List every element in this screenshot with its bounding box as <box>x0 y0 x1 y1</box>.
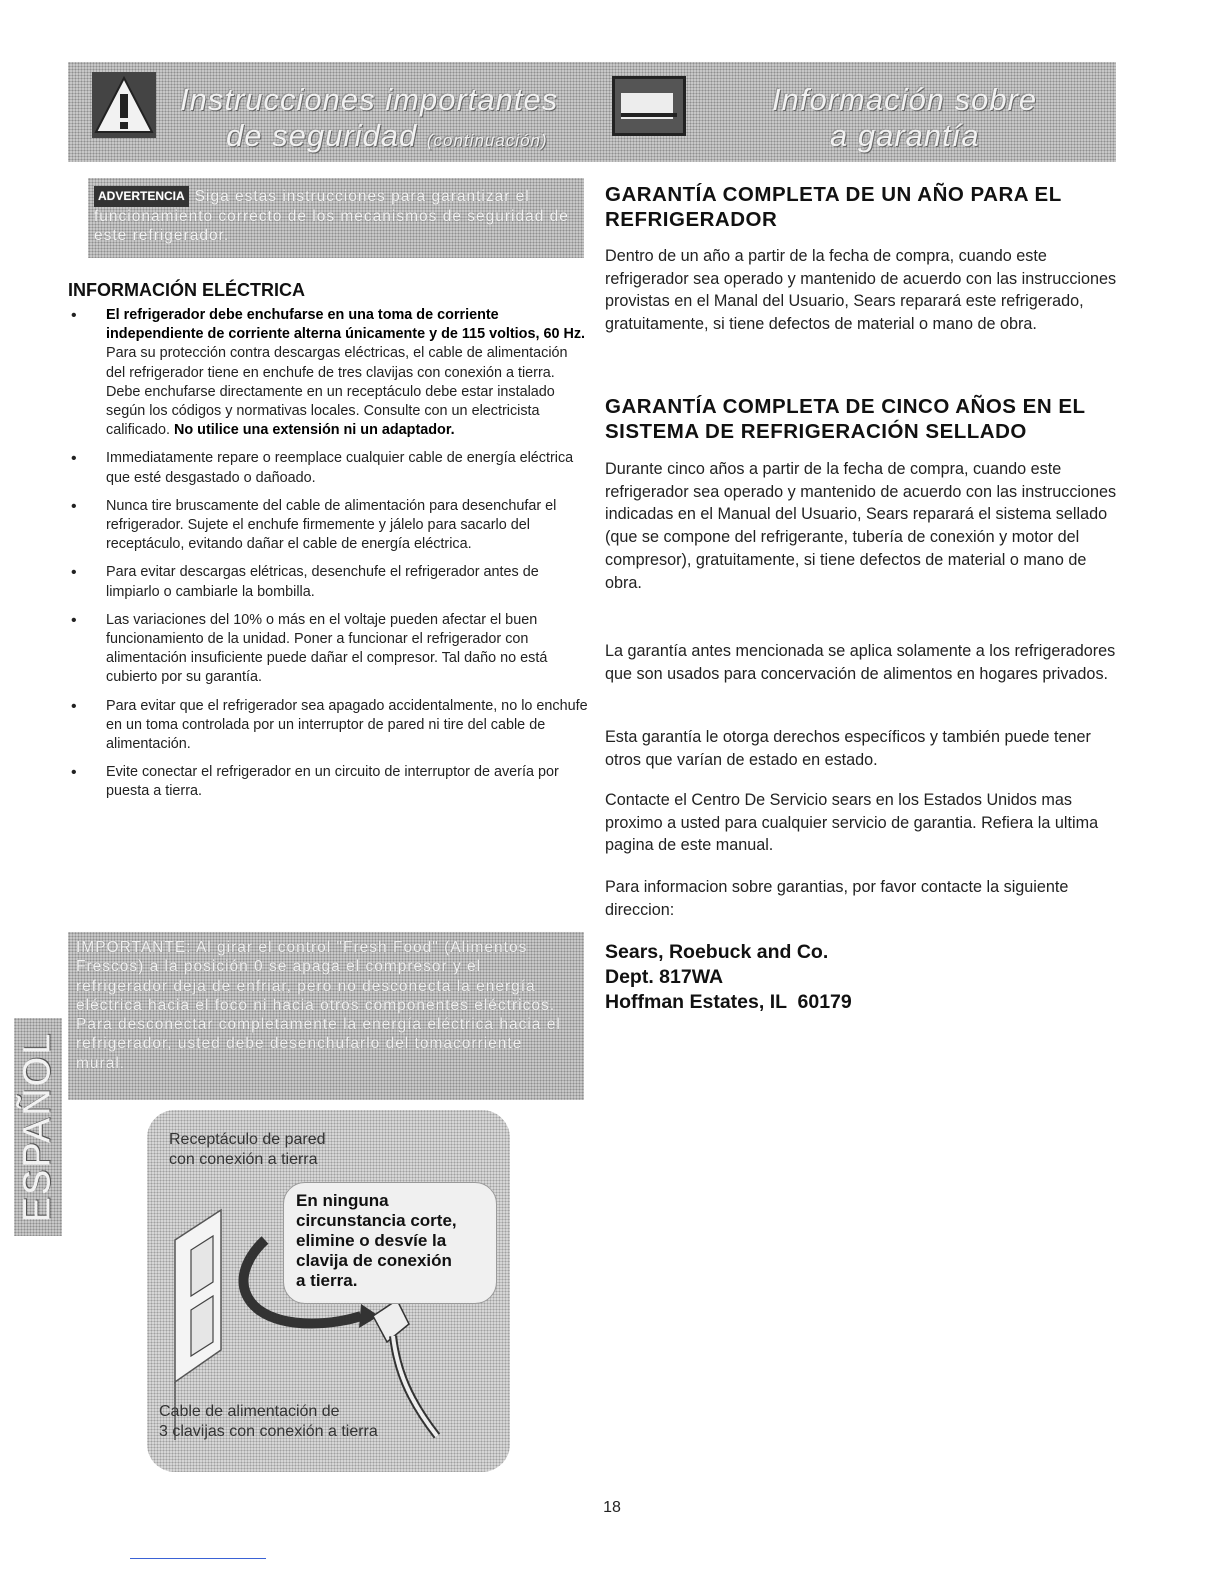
warning-triangle-icon <box>92 72 156 138</box>
footer-rule <box>130 1558 266 1559</box>
warranty-heading-2: GARANTÍA COMPLETA DE CINCO AÑOS EN EL SISTEMA DE REFRIGERACIÓN SELLADO <box>605 395 1086 443</box>
item1-text: Para su protección contra descargas eléctricas, el cable de alimentación del refrigerador tiene en enchufe de tres clavijas con conexión a tierra. Debe enchufarse directamente en un receptáculo debe estar instalado según los códigos y normativas locales. Consulte con un electricista calificado. <box>106 345 568 439</box>
caption-bottom-line2: 3 clavijas con conexión a tierra <box>159 1423 378 1440</box>
page-number: 18 <box>603 1499 621 1516</box>
warranty-paragraph-6: Para informacion sobre garantias, por favor contacte la siguiente direccion: <box>605 878 1069 919</box>
warning-box <box>88 178 584 258</box>
warning-text: Siga estas instrucciones para garantizar el funcionamiento correcto de los mecanismos de seguridad de este refrigerador. <box>94 188 569 244</box>
plug-shape <box>373 1300 409 1342</box>
header-left-title <box>180 82 558 159</box>
address-line1: Sears, Roebuck and Co. <box>605 941 829 963</box>
list-item: • Nunca tire bruscamente del cable de alimentación para desenchufar el refrigerador. Sujete el enchufe firmemente y jálelo para sacarlo del receptáculo, evitando dañar el cable de energía eléctrica. <box>68 497 588 555</box>
callout-line3: elimine o desvíe la <box>296 1231 447 1250</box>
list-item <box>68 306 588 440</box>
sears-address <box>605 940 852 1015</box>
header-left-title-line1: Instrucciones importantes <box>180 82 559 117</box>
header-left-title-line2: de seguridad <box>226 118 418 153</box>
list-item: • Para evitar que el refrigerador sea apagado accidentalmente, no lo enchufe en un toma controlada por un interruptor de pared ni tire del cable de alimentación. <box>68 697 588 755</box>
side-tab-label: ESPAÑOL <box>16 1031 59 1223</box>
caption-top-line2: con conexión a tierra <box>169 1151 318 1168</box>
callout-line1: En ninguna <box>296 1191 389 1210</box>
list-item: • Para evitar descargas elétricas, desenchufe el refrigerador antes de limpiarlo o cambiarle la bombilla. <box>68 563 588 601</box>
address-line2: Dept. 817WA <box>605 966 724 988</box>
warranty-paragraph-2: Durante cinco años a partir de la fecha de compra, cuando este refrigerador sea operado y mantenido de acuerdo con las instrucciones indicadas en el Manual del Usuario, Sears reparará el sistema sellado (que se compone del refrigerante, tubería de conexión y motor del compresor), gratuitamente, si tiene defectos de material o mano de obra. <box>605 460 1117 592</box>
caption-top <box>169 1130 326 1170</box>
header-right-title-line2: a garantía <box>830 118 980 153</box>
callout-line5: a tierra. <box>296 1271 358 1290</box>
truck-icon <box>612 76 686 136</box>
caption-top-line1: Receptáculo de pared <box>169 1131 326 1148</box>
address-line3: Hoffman Estates, IL 60179 <box>605 991 852 1013</box>
item1-bold: El refrigerador debe enchufarse en una toma de corriente independiente de corriente alterna únicamente y de 115 voltios, 60 Hz. <box>106 307 586 343</box>
warranty-paragraph-4: Esta garantía le otorga derechos específicos y también puede tener otros que varían de estado en estado. <box>605 728 1091 769</box>
cord-shape <box>393 1336 437 1436</box>
callout-box <box>283 1182 497 1304</box>
header-left-title-sub: (continuación) <box>426 131 548 150</box>
electrical-list <box>68 306 588 811</box>
caption-bottom <box>159 1402 378 1442</box>
electrical-heading: INFORMACIÓN ELÉCTRICA <box>68 280 305 300</box>
caption-bottom-line1: Cable de alimentación de <box>159 1403 340 1420</box>
warranty-paragraph-3: La garantía antes mencionada se aplica solamente a los refrigeradores que son usados para concervación de alimentos en hogares privados. <box>605 642 1116 683</box>
callout-line4: clavija de conexión <box>296 1251 452 1270</box>
warranty-paragraph-5: Contacte el Centro De Servicio sears en los Estados Unidos mas proximo a usted para cualquier servicio de garantia. Refiera la ultima pagina de este manual. <box>605 791 1099 855</box>
list-item: • Evite conectar el refrigerador en un circuito de interruptor de avería por puesta a tierra. <box>68 763 588 801</box>
language-side-tab <box>14 1018 62 1236</box>
wall-plate-shape <box>175 1210 221 1382</box>
header-right-title <box>772 82 1037 154</box>
list-item: • Las variaciones del 10% o más en el voltaje pueden afectar el buen funcionamiento de la unidad. Poner a funcionar el refrigerador con alimentación insuficiente puede dañar el compresor. Tal daño no está cubierto por su garantía. <box>68 611 588 688</box>
list-item: • Immediatamente repare o reemplace cualquier cable de energía eléctrica que esté desgastado o dañoado. <box>68 449 588 487</box>
important-box <box>68 932 584 1100</box>
outlet-illustration <box>147 1110 510 1472</box>
item1-bold2: No utilice una extensión ni un adaptador. <box>174 422 455 439</box>
header-right-title-line1: Información sobre <box>772 82 1038 117</box>
warranty-heading-1: GARANTÍA COMPLETA DE UN AÑO PARA EL REFRIGERADOR <box>605 183 1062 231</box>
callout-line2: circunstancia corte, <box>296 1211 457 1230</box>
warranty-paragraph-1: Dentro de un año a partir de la fecha de compra, cuando este refrigerador sea operado y mantenido de acuerdo con las instrucciones provistas en el Manal del Usuario, Sears reparará este refrigerado, gratuitamente, si tiene defectos de material o mano de obra. <box>605 247 1117 334</box>
warning-badge: ADVERTENCIA <box>94 186 189 207</box>
important-text: IMPORTANTE: Al girar el control "Fresh Food" (Alimentos Frescos) a la posición 0 se apaga el compresor y el refrigerador deja de enfriar, pero no desconecta la energía eléctrica hacia el foco ni hacia otros componentes eléctricos. Para desconectar completamente la energía eléctrica hacia el refrigerador, usted debe desenchufarlo del tomacorriente mural. <box>76 939 561 1072</box>
